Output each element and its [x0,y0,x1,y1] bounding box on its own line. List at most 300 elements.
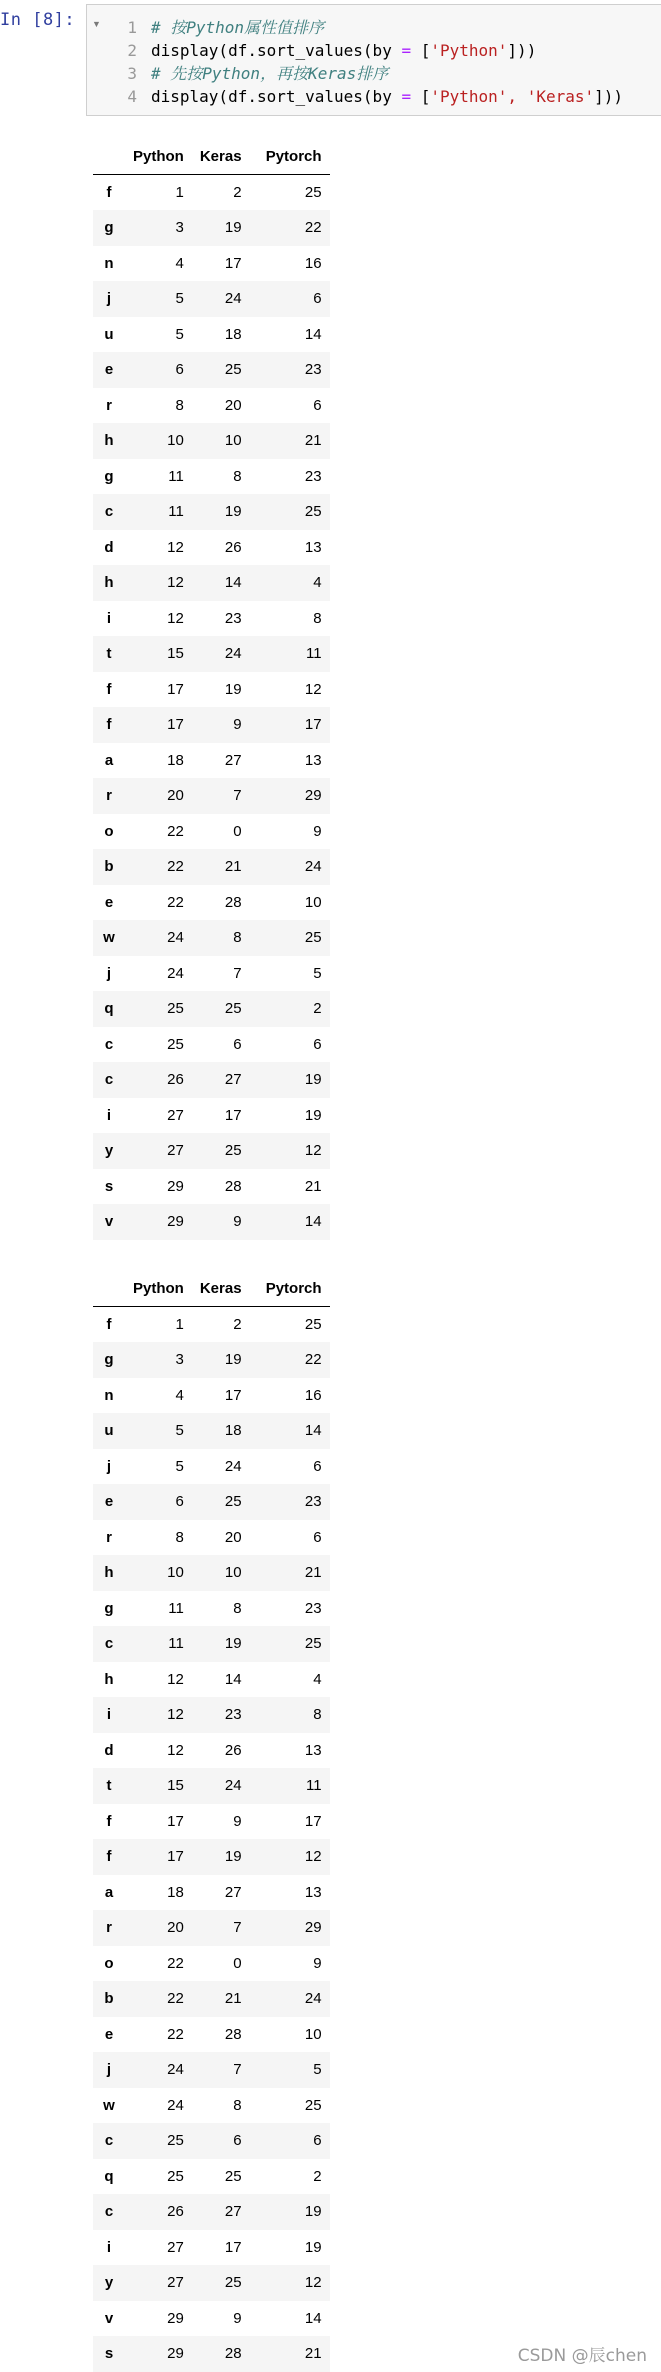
table-cell: 6 [175,361,184,379]
row-index: g [104,1351,114,1369]
table-row [93,707,330,743]
table-cell: 12 [304,1142,322,1160]
table-row [93,1981,330,2017]
dataframe-output-1 [93,139,330,1240]
table-cell: 17 [304,1812,322,1830]
table-cell: 19 [304,1071,322,1089]
table-row [93,1449,330,1485]
table-cell: 7 [233,1919,242,1937]
table-row [93,1307,330,1343]
table-cell: 3 [175,219,184,237]
table-cell: 22 [167,2025,184,2043]
row-index: w [103,929,115,947]
row-index: w [103,2096,115,2114]
table-row [93,1839,330,1875]
table-row [93,1662,330,1698]
table-row [93,1204,330,1240]
table-cell: 5 [175,325,184,343]
table-row [93,636,330,672]
table-cell: 26 [224,538,242,556]
table-cell: 6 [233,2132,242,2150]
table-cell: 4 [313,1670,322,1688]
table-cell: 18 [224,1422,242,1440]
table-cell: 6 [313,1528,322,1546]
row-index: e [104,361,114,379]
row-index: f [106,1812,112,1830]
table-cell: 22 [304,1351,322,1369]
collapse-arrow-icon[interactable]: ▼ [92,19,101,29]
table-cell: 23 [304,467,322,485]
table-cell: 7 [233,2061,242,2079]
table-cell: 0 [233,1954,242,1972]
table-cell: 25 [304,503,322,521]
table-cell: 5 [313,964,322,982]
row-index: i [106,1106,112,1124]
table-cell: 10 [167,432,184,450]
row-index: g [104,219,114,237]
table-cell: 24 [224,1457,242,1475]
row-index: v [104,2309,114,2327]
table-row [93,849,330,885]
table-cell: 8 [313,1706,322,1724]
table-cell: 21 [304,1177,322,1195]
table-cell: 19 [224,503,242,521]
table-cell: 25 [304,929,322,947]
table-cell: 29 [167,2345,184,2363]
table-cell: 17 [167,716,184,734]
table-cell: 25 [167,2167,184,2185]
table-cell: 8 [175,1528,184,1546]
table-cell: 5 [175,1422,184,1440]
table-cell: 20 [224,1528,242,1546]
row-index: n [104,1386,114,1404]
code-editor[interactable] [115,16,623,108]
code-line-1: 1 # 按Python属性值排序 [127,18,325,37]
row-index: j [106,1457,112,1475]
table-cell: 19 [224,680,242,698]
table-row [93,1555,330,1591]
column-header: Keras [192,1271,250,1307]
row-index: r [106,396,112,414]
table-cell: 22 [167,893,184,911]
table-cell: 4 [313,574,322,592]
table-cell: 29 [304,1919,322,1937]
table-cell: 24 [167,2061,184,2079]
table-row [93,1733,330,1769]
row-index: c [104,2132,114,2150]
table-cell: 24 [304,858,322,876]
table-cell: 14 [304,325,322,343]
table-cell: 21 [304,2345,322,2363]
table-row [93,494,330,530]
table-cell: 10 [224,432,242,450]
table-cell: 28 [224,893,242,911]
table-cell: 13 [304,538,322,556]
table-cell: 6 [313,290,322,308]
row-index: v [104,1213,114,1231]
row-index: a [104,1883,114,1901]
table-cell: 18 [224,325,242,343]
table-row [93,1591,330,1627]
row-index: o [104,822,114,840]
table-row [93,1626,330,1662]
table-cell: 16 [304,254,322,272]
table-cell: 27 [224,2203,242,2221]
row-index: s [104,2345,114,2363]
table-cell: 25 [224,2274,242,2292]
table-cell: 12 [167,538,184,556]
table-cell: 27 [224,751,242,769]
table-row [93,281,330,317]
table-cell: 17 [224,1106,242,1124]
table-cell: 25 [304,1316,322,1333]
table-row [93,1062,330,1098]
table-row [93,246,330,282]
dataframe-output-2 [93,1271,330,2372]
table-cell: 25 [224,1142,242,1160]
table-row [93,601,330,637]
table-cell: 24 [167,929,184,947]
table-cell: 17 [167,1812,184,1830]
table-cell: 19 [224,219,242,237]
code-line-3: 3 # 先按Python，再按Keras排序 [127,64,389,83]
column-header: Pytorch [250,139,330,175]
table-cell: 22 [304,219,322,237]
table-cell: 23 [304,1493,322,1511]
table-cell: 25 [224,2167,242,2185]
table-row [93,459,330,495]
table-cell: 14 [304,1422,322,1440]
table-cell: 26 [167,1071,184,1089]
table-row [93,956,330,992]
row-index: o [104,1954,114,1972]
table-cell: 28 [224,2025,242,2043]
row-index: g [104,1599,114,1617]
table-row [93,1378,330,1414]
table-row [93,2159,330,2195]
table-cell: 12 [167,609,184,627]
table-cell: 23 [304,1599,322,1617]
table-cell: 25 [304,184,322,201]
row-index: q [104,1000,114,1018]
column-header: Keras [192,139,250,175]
table-row [93,2017,330,2053]
table-cell: 22 [167,858,184,876]
table-row [93,2301,330,2337]
row-index: t [106,1777,112,1795]
table-cell: 6 [313,1035,322,1053]
table-cell: 25 [167,2132,184,2150]
table-cell: 5 [313,2061,322,2079]
cell-prompt: In [8]: [0,10,76,30]
table-row [93,352,330,388]
row-index: d [104,538,114,556]
table-row [93,1804,330,1840]
table-cell: 8 [313,609,322,627]
table-cell: 24 [224,645,242,663]
row-index: h [104,574,114,592]
row-index: r [106,787,112,805]
table-cell: 8 [233,467,242,485]
code-cell-input[interactable] [86,4,661,116]
table-cell: 29 [304,787,322,805]
row-index: s [104,1177,114,1195]
table-row [93,1413,330,1449]
row-index: q [104,2167,114,2185]
table-row [93,1768,330,1804]
table-cell: 29 [167,1213,184,1231]
table-cell: 19 [224,1351,242,1369]
table-cell: 6 [175,1493,184,1511]
row-index: c [104,503,114,521]
table-cell: 21 [304,432,322,450]
table-cell: 9 [233,1812,242,1830]
table-cell: 20 [167,1919,184,1937]
table-cell: 22 [167,1990,184,2008]
row-index: c [104,1071,114,1089]
table-cell: 12 [304,1848,322,1866]
table-cell: 29 [167,1177,184,1195]
table-cell: 14 [304,1213,322,1231]
table-cell: 17 [167,680,184,698]
row-index: f [106,1848,112,1866]
row-index: c [104,1035,114,1053]
table-row [93,175,330,211]
table-cell: 7 [233,964,242,982]
row-index: b [104,858,114,876]
table-cell: 10 [304,2025,322,2043]
table-cell: 19 [224,1635,242,1653]
table-row [93,1946,330,1982]
row-index: c [104,2203,114,2221]
table-cell: 23 [224,609,242,627]
row-index: j [106,964,112,982]
row-index: b [104,1990,114,2008]
row-index: f [106,716,112,734]
table-cell: 20 [224,396,242,414]
table-cell: 10 [167,1564,184,1582]
index-header [93,139,125,175]
table-row [93,2123,330,2159]
column-header: Pytorch [250,1271,330,1307]
table-cell: 8 [233,1599,242,1617]
table-cell: 15 [167,645,184,663]
table-cell: 23 [224,1706,242,1724]
table-cell: 11 [168,1635,184,1653]
table-cell: 6 [313,396,322,414]
table-row [93,1910,330,1946]
table-cell: 1 [175,184,184,201]
row-index: t [106,645,112,663]
table-row [93,388,330,424]
table-cell: 14 [224,1670,242,1688]
table-cell: 19 [304,1106,322,1124]
table-row [93,778,330,814]
row-index: d [104,1741,114,1759]
table-cell: 5 [175,1457,184,1475]
column-header: Python [125,139,192,175]
row-index: f [106,1316,112,1333]
table-row [93,1133,330,1169]
table-row [93,2088,330,2124]
row-index: h [104,1564,114,1582]
table-cell: 27 [167,2274,184,2292]
row-index: e [104,893,114,911]
table-cell: 28 [224,1177,242,1195]
table-cell: 1 [175,1316,184,1333]
table-row [93,1169,330,1205]
table-row [93,672,330,708]
table-cell: 2 [313,1000,322,1018]
table-cell: 7 [233,787,242,805]
table-cell: 11 [168,503,184,521]
table-row [93,423,330,459]
table-cell: 2 [233,1316,242,1333]
row-index: y [104,1142,114,1160]
table-cell: 19 [224,1848,242,1866]
table-cell: 24 [167,964,184,982]
row-index: i [106,2238,112,2256]
table-cell: 17 [224,2238,242,2256]
table-row [93,1098,330,1134]
table-cell: 9 [313,1954,322,1972]
table-row [93,1697,330,1733]
row-index: c [104,1635,114,1653]
column-header: Python [125,1271,192,1307]
table-row [93,2052,330,2088]
table-cell: 21 [224,858,242,876]
table-cell: 18 [167,751,184,769]
table-cell: 13 [304,1741,322,1759]
table-cell: 8 [233,2096,242,2114]
row-index: n [104,254,114,272]
table-cell: 15 [167,1777,184,1795]
table-cell: 0 [233,822,242,840]
table-cell: 9 [233,716,242,734]
table-cell: 18 [167,1883,184,1901]
table-cell: 19 [304,2203,322,2221]
table-cell: 17 [224,254,242,272]
table-cell: 25 [167,1035,184,1053]
row-index: a [104,751,114,769]
table-cell: 21 [304,1564,322,1582]
table-cell: 20 [167,787,184,805]
table-cell: 11 [168,1599,184,1617]
table-cell: 12 [167,1670,184,1688]
table-cell: 26 [224,1741,242,1759]
table-cell: 12 [304,680,322,698]
table-cell: 6 [313,2132,322,2150]
table-cell: 4 [175,1386,184,1404]
table-cell: 25 [224,1493,242,1511]
table-cell: 8 [175,396,184,414]
table-row [93,210,330,246]
table-row [93,2265,330,2301]
table-row [93,885,330,921]
table-cell: 2 [233,184,242,201]
row-index: e [104,1493,114,1511]
table-row [93,317,330,353]
table-cell: 25 [224,361,242,379]
table-cell: 6 [233,1035,242,1053]
row-index: e [104,2025,114,2043]
code-line-2: 2 display(df.sort_values(by = ['Python'])) [127,41,537,60]
table-row [93,530,330,566]
table-cell: 12 [167,574,184,592]
table-cell: 25 [224,1000,242,1018]
index-header [93,1271,125,1307]
row-index: u [104,325,114,343]
table-row [93,743,330,779]
row-index: y [104,2274,114,2292]
row-index: h [104,1670,114,1688]
table-cell: 8 [233,929,242,947]
row-index: r [106,1528,112,1546]
table-row [93,2230,330,2266]
table-row [93,2194,330,2230]
table-cell: 14 [224,574,242,592]
table-cell: 24 [304,1990,322,2008]
table-row [93,1520,330,1556]
row-index: j [106,290,112,308]
table-cell: 2 [313,2167,322,2185]
table-cell: 13 [304,1883,322,1901]
table-cell: 24 [224,290,242,308]
table-cell: 27 [224,1071,242,1089]
table-cell: 12 [167,1741,184,1759]
table-cell: 9 [313,822,322,840]
table-cell: 17 [224,1386,242,1404]
table-row [93,814,330,850]
table-row [93,565,330,601]
table-cell: 3 [175,1351,184,1369]
table-cell: 17 [167,1848,184,1866]
watermark: CSDN @辰chen [517,2346,647,2366]
row-index: f [106,680,112,698]
row-index: h [104,432,114,450]
table-cell: 6 [313,1457,322,1475]
table-cell: 26 [167,2203,184,2221]
table-cell: 22 [167,1954,184,1972]
table-row [93,1342,330,1378]
table-cell: 5 [175,290,184,308]
table-cell: 16 [304,1386,322,1404]
code-line-4: 4 display(df.sort_values(by = ['Python', 'Keras'])) [127,87,624,106]
table-row [93,1027,330,1063]
table-cell: 9 [233,1213,242,1231]
row-index: u [104,1422,114,1440]
table-cell: 11 [305,645,322,663]
table-cell: 19 [304,2238,322,2256]
table-cell: 28 [224,2345,242,2363]
row-index: j [106,2061,112,2079]
table-cell: 25 [304,1635,322,1653]
table-cell: 27 [224,1883,242,1901]
table-cell: 4 [175,254,184,272]
table-cell: 27 [167,1142,184,1160]
table-row [93,1484,330,1520]
table-cell: 12 [167,1706,184,1724]
table-cell: 10 [224,1564,242,1582]
table-cell: 14 [304,2309,322,2327]
table-row [93,1875,330,1911]
table-cell: 27 [167,2238,184,2256]
table-cell: 24 [167,2096,184,2114]
row-index: g [104,467,114,485]
table-cell: 11 [305,1777,322,1795]
table-cell: 12 [304,2274,322,2292]
table-cell: 17 [304,716,322,734]
